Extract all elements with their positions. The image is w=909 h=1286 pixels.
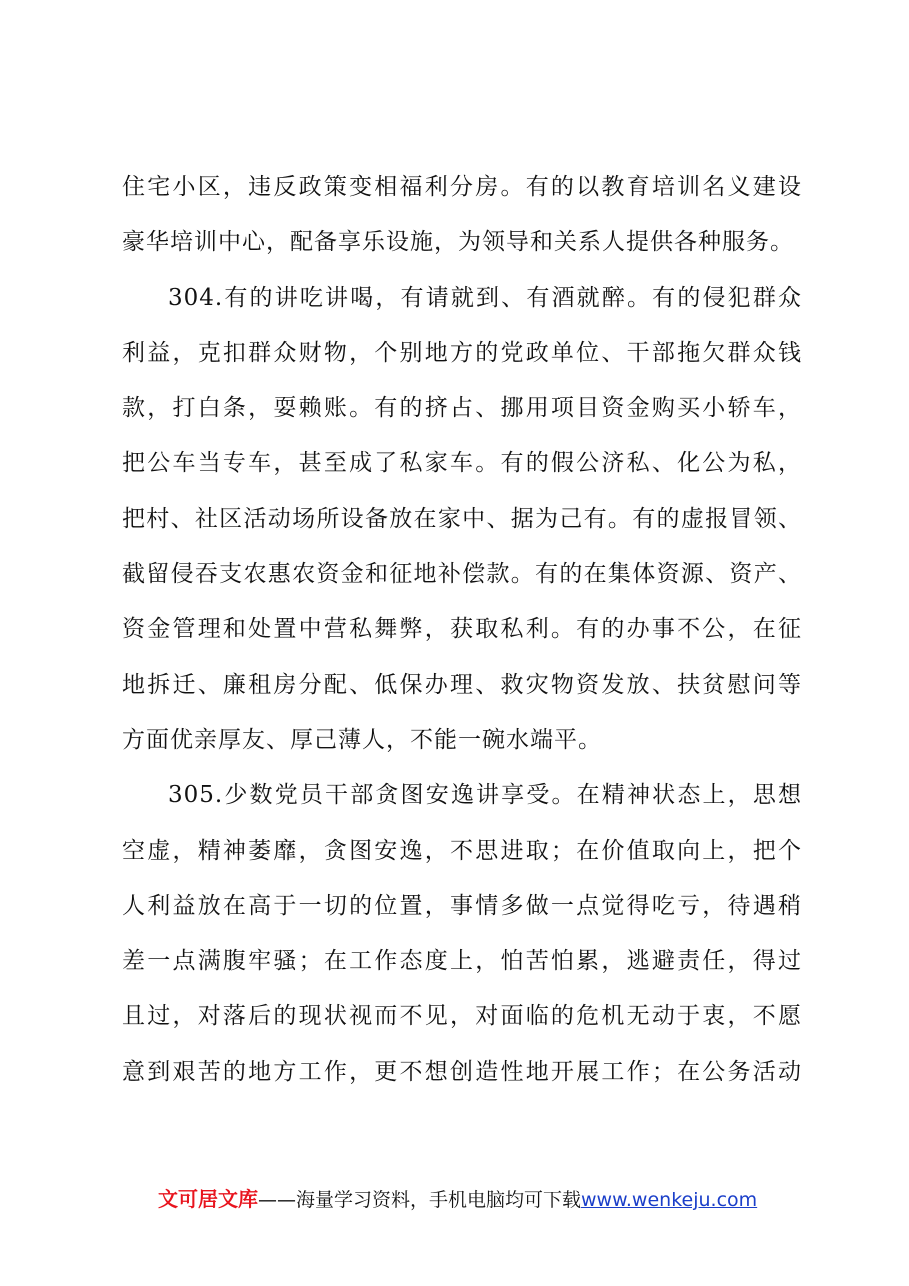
footer-slogan: ——海量学习资料，手机电脑均可下载 [258,1189,582,1211]
text-line: 截留侵吞支农惠农资金和征地补偿款。有的在集体资源、资产、 [122,561,802,588]
text-line: 且过，对落后的现状视而不见，对面临的危机无动于衷，不愿 [122,1003,802,1030]
text-line: 把公车当专车，甚至成了私家车。有的假公济私、化公为私， [122,450,802,477]
footer-link[interactable]: www.wenkeju.com [581,1189,758,1211]
text-line: 款，打白条，耍赖账。有的挤占、挪用项目资金购买小轿车， [122,395,802,422]
text-line: 资金管理和处置中营私舞弊，获取私利。有的办事不公，在征 [122,616,802,643]
text-line: 方面优亲厚友、厚己薄人，不能一碗水端平。 [122,726,602,753]
text-line: 差一点满腹牢骚；在工作态度上，怕苦怕累，逃避责任，得过 [122,948,802,975]
text-line: 地拆迁、廉租房分配、低保办理、救灾物资发放、扶贫慰问等 [122,671,802,698]
text-line: 305.少数党员干部贪图安逸讲享受。在精神状态上，思想 [168,782,802,809]
text-line: 空虚，精神萎靡，贪图安逸，不思进取；在价值取向上，把个 [122,837,802,864]
text-line: 豪华培训中心，配备享乐设施，为领导和关系人提供各种服务。 [122,229,794,256]
footer-brand: 文可居文库 [158,1187,258,1211]
text-line: 人利益放在高于一切的位置，事情多做一点觉得吃亏，待遇稍 [122,892,802,919]
text-line: 意到艰苦的地方工作，更不想创造性地开展工作；在公务活动 [122,1058,802,1085]
footer-banner [158,1183,798,1212]
text-line: 304.有的讲吃讲喝，有请就到、有酒就醉。有的侵犯群众 [168,284,802,311]
text-line: 住宅小区，违反政策变相福利分房。有的以教育培训名义建设 [122,174,802,200]
text-line: 把村、社区活动场所设备放在家中、据为己有。有的虚报冒领、 [122,505,802,532]
text-line: 利益，克扣群众财物，个别地方的党政单位、干部拖欠群众钱 [122,339,802,366]
body-text [122,160,802,1100]
